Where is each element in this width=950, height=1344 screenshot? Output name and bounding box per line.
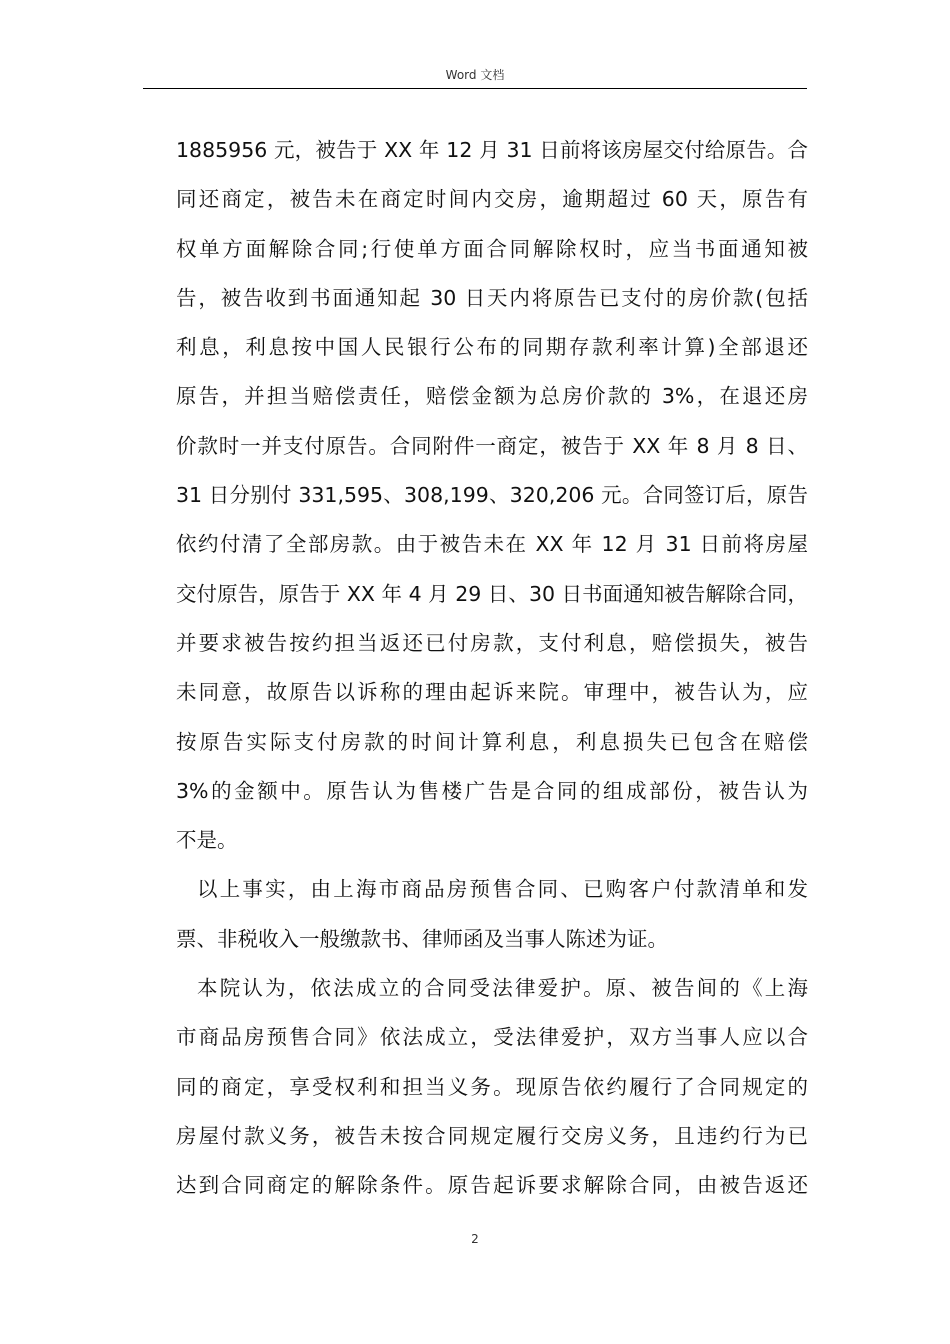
body-line: 价款时一并支付原告。合同附件一商定，被告于 XX 年 8 月 8 日、	[176, 433, 808, 458]
body-line: 未同意，故原告以诉称的理由起诉来院。审理中，被告认为，应	[176, 680, 808, 705]
body-line: 票、非税收入一般缴款书、律师函及当事人陈述为证。	[176, 926, 668, 951]
page-number: 2	[471, 1232, 479, 1246]
body-line: 市商品房预售合同》依法成立，受法律爱护，双方当事人应以合	[176, 1025, 808, 1050]
body-line: 不是。	[176, 828, 238, 853]
body-text	[176, 131, 808, 1216]
body-line: 交付原告，原告于 XX 年 4 月 29 日、30 日书面通知被告解除合同，	[176, 581, 808, 606]
body-line: 3%的金额中。原告认为售楼广告是合同的组成部份，被告认为	[176, 778, 808, 803]
body-line: 同还商定，被告未在商定时间内交房，逾期超过 60 天，原告有	[176, 187, 808, 212]
body-line: 31 日分别付 331,595、308,199、320,206 元。合同签订后，原告	[176, 483, 808, 508]
body-line: 并要求被告按约担当返还已付房款，支付利息，赔偿损失，被告	[176, 630, 808, 655]
body-line: 权单方面解除合同;行使单方面合同解除权时，应当书面通知被	[176, 236, 808, 261]
body-line: 房屋付款义务，被告未按合同规定履行交房义务，且违约行为已	[176, 1123, 808, 1148]
body-line: 按原告实际支付房款的时间计算利息，利息损失已包含在赔偿	[176, 729, 808, 754]
body-line: 利息，利息按中国人民银行公布的同期存款利率计算)全部退还	[176, 335, 808, 360]
body-line: 依约付清了全部房款。由于被告未在 XX 年 12 月 31 日前将房屋	[176, 532, 808, 557]
body-line: 1885956 元，被告于 XX 年 12 月 31 日前将该房屋交付给原告。合	[176, 138, 808, 162]
body-line: 达到合同商定的解除条件。原告起诉要求解除合同，由被告返还	[176, 1173, 808, 1198]
body-line: 告，被告收到书面通知起 30 日天内将原告已支付的房价款(包括	[176, 285, 808, 310]
header-title: Word 文档	[445, 68, 505, 82]
header-divider	[143, 88, 807, 89]
body-line: 原告，并担当赔偿责任，赔偿金额为总房价款的 3%，在退还房	[176, 384, 808, 409]
body-line: 同的商定，享受权利和担当义务。现原告依约履行了合同规定的	[176, 1074, 808, 1099]
body-line: 以上事实，由上海市商品房预售合同、已购客户付款清单和发	[197, 877, 808, 902]
body-line: 本院认为，依法成立的合同受法律爱护。原、被告间的《上海	[197, 976, 808, 1001]
